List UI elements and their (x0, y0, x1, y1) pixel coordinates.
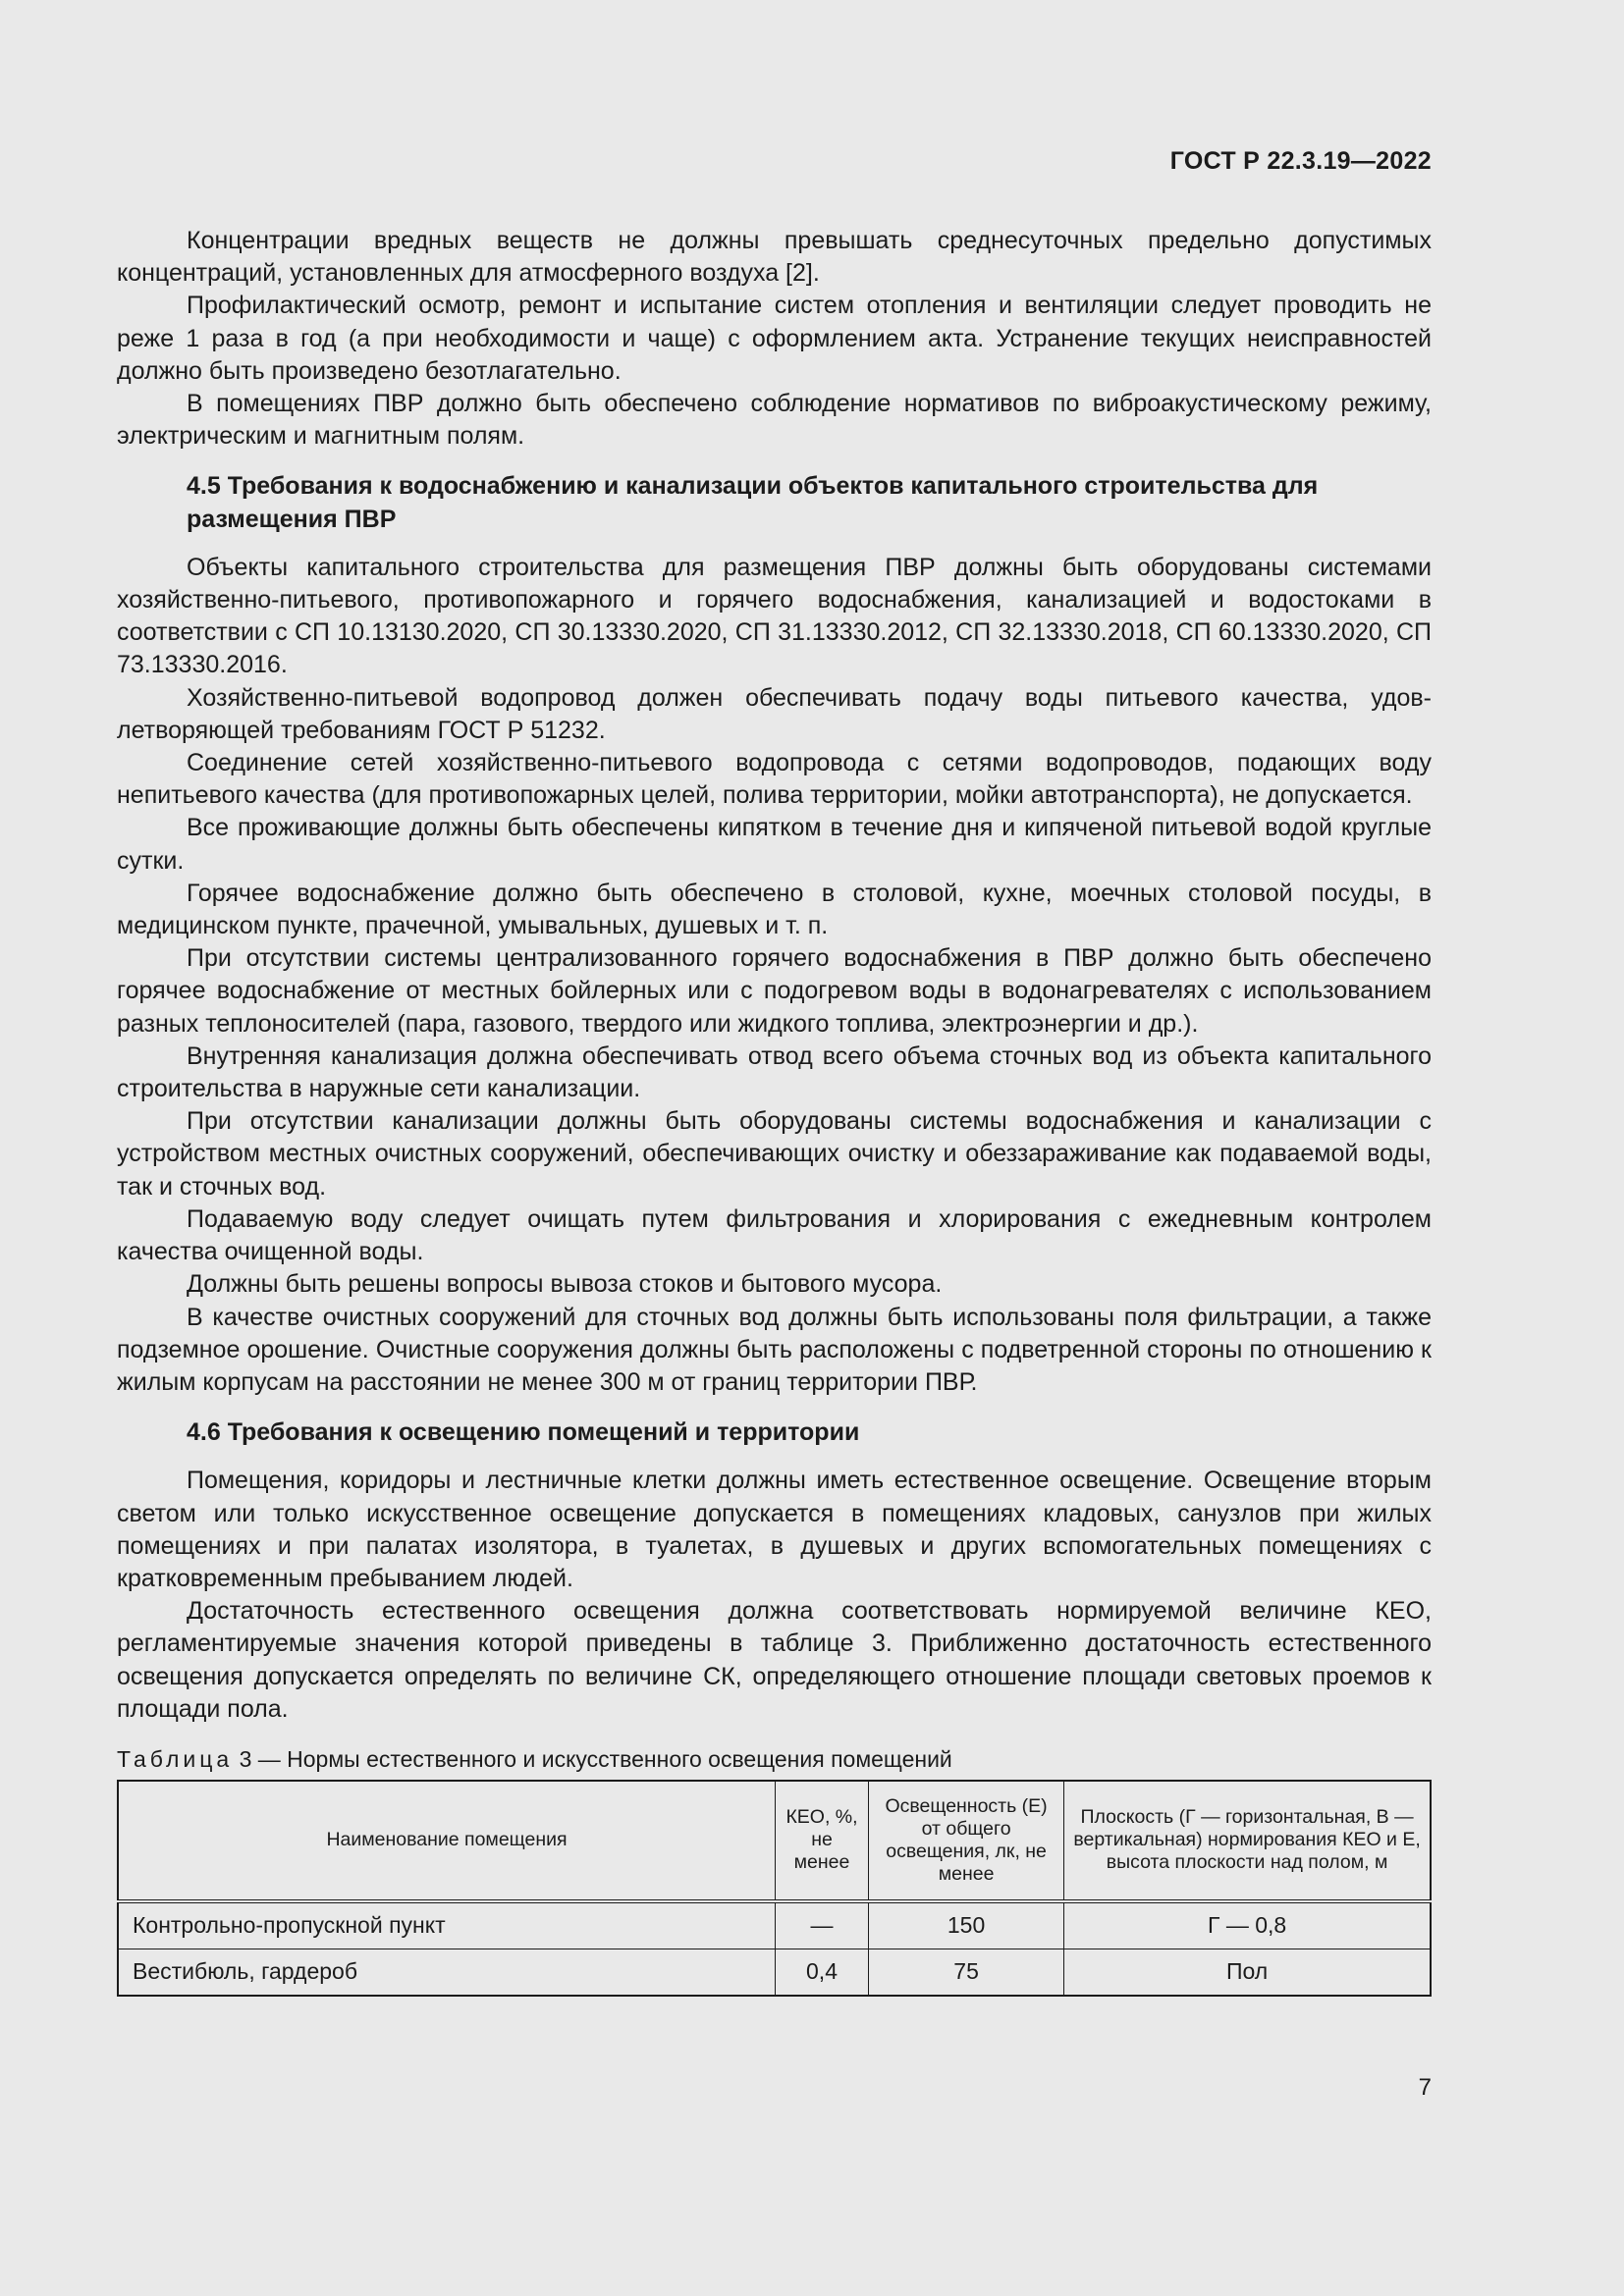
table-cell: 150 (869, 1901, 1064, 1949)
section-heading-4-5: 4.5 Требования к водоснабжению и канализации объектов капитального строительства для размещения ПВР (187, 472, 1319, 533)
table-caption-text: 3 — Нормы естественного и искусственного освещения помещений (239, 1745, 952, 1772)
paragraph: Горячее водоснабжение должно быть обеспечено в столовой, кухне, моечных столовой посуды, в медицинском пункте, прачечной, умывальных, душевых и т. п. (117, 879, 1432, 940)
table-cell: — (776, 1901, 869, 1949)
table-row (118, 1949, 1431, 1996)
table-caption-word: Таблица (117, 1745, 234, 1772)
paragraph: Все проживающие должны быть обеспечены кипятком в течение дня и кипяченой питьевой водой круглые сутки. (117, 814, 1432, 875)
table-cell: Контрольно-пропускной пункт (118, 1901, 776, 1949)
table-header-row (118, 1781, 1431, 1901)
paragraph: Концентрации вредных веществ не должны превышать среднесуточных предельно допустимых концентраций, установленных для атмосферного воздуха [2]. (117, 227, 1432, 288)
table-header-cell: КЕО, %, не менее (776, 1781, 869, 1901)
paragraph: Хозяйственно-питьевой водопровод должен обеспечивать подачу воды питьевого качества, удовлетворяющей требованиям ГОСТ Р 51232. (117, 683, 1432, 744)
paragraph: Профилактический осмотр, ремонт и испытание систем отопления и вентиляции следует проводить не реже 1 раза в год (а при необходимости и чаще) с оформлением акта. Устранение текущих неисправностей должно быть произведено безотлагательно. (117, 292, 1432, 385)
paragraph: Должны быть решены вопросы вывоза стоков и бытового мусора. (187, 1270, 943, 1299)
paragraph: В помещениях ПВР должно быть обеспечено соблюдение нормативов по виброакустическому режиму, электрическим и магнитным полям. (117, 390, 1432, 451)
page-content (117, 225, 1432, 1997)
paragraph: Подаваемую воду следует очищать путем фильтрования и хлорирования с ежедневным контролем качества очищенной воды. (117, 1204, 1432, 1266)
paragraph: Достаточность естественного освещения должна соответствовать нормируемой величине КЕО, регламентируемые значения которой приведены в таблице 3. Приближенно достаточность естественного освещения допускается определять по величине СК, определяющего отношение площади световых проемов к площади пола. (117, 1597, 1432, 1723)
table-cell: Пол (1064, 1949, 1431, 1996)
document-code: ГОСТ Р 22.3.19—2022 (1169, 147, 1432, 175)
paragraph: В качестве очистных сооружений для сточных вод должны быть использованы поля фильтрации, а также подземное орошение. Очистные сооружения должны быть расположены с подветренной стороны по отношению к жилым корпусам на расстоянии не менее 300 м от границ территории ПВР. (117, 1303, 1432, 1396)
paragraph: При отсутствии канализации должны быть оборудованы системы водоснабжения и канализации с устройством местных очистных сооружений, обеспечивающих очистку и обеззараживание как подаваемой воды, так и сточных вод. (117, 1107, 1432, 1201)
table-cell: Вестибюль, гардероб (118, 1949, 776, 1996)
table-caption (117, 1743, 1432, 1776)
page-number: 7 (1418, 2074, 1432, 2101)
table-cell: 0,4 (776, 1949, 869, 1996)
paragraph: При отсутствии системы централизованного горячего водоснабжения в ПВР должно быть обеспечено горячее водоснабжение от местных бойлерных или с подогревом воды в водонагревателях с использованием разных теплоносителей (пара, газового, твердого или жидкого топлива, электроэнергии и др.). (117, 944, 1432, 1038)
paragraph: Соединение сетей хозяйственно-питьевого водопровода с сетями водопроводов, подающих воду непитьевого качества (для противопожарных целей, полива территории, мойки автотранспорта), не допускается. (117, 749, 1432, 810)
paragraph: Внутренняя канализация должна обеспечивать отвод всего объема сточных вод из объекта капитального строительства в наружные сети канализации. (117, 1041, 1432, 1103)
table-header-cell: Наименование помещения (118, 1781, 776, 1901)
lighting-norms-table (117, 1780, 1432, 1997)
table-cell: Г — 0,8 (1064, 1901, 1431, 1949)
table-header-cell: Плоскость (Г — горизонтальная, В — вертикальная) нормирования КЕО и Е, высота плоскости над полом, м (1064, 1781, 1431, 1901)
paragraph: Помещения, коридоры и лестничные клетки должны иметь естественное освещение. Освещение вторым светом или только искусственное освещение допускается в помещениях кладовых, санузлов при жилых помещениях и при палатах изолятора, в туалетах, в душевых и других вспомогательных помещениях с кратковременным пребыванием людей. (117, 1467, 1432, 1592)
table-cell: 75 (869, 1949, 1064, 1996)
paragraph: Объекты капитального строительства для размещения ПВР должны быть оборудованы системами хозяйственно-питьевого, противопожарного и горячего водоснабжения, канализацией и водостоками в соответствии с СП 10.13130.2020, СП 30.13330.2020, СП 31.13330.2012, СП 32.13330.2018, СП 60.13330.2020, СП 73.13330.2016. (117, 553, 1432, 679)
table-row (118, 1901, 1431, 1949)
table-header-cell: Освещенность (Е) от общего освещения, лк, не менее (869, 1781, 1064, 1901)
section-heading-4-6: 4.6 Требования к освещению помещений и территории (187, 1418, 860, 1447)
